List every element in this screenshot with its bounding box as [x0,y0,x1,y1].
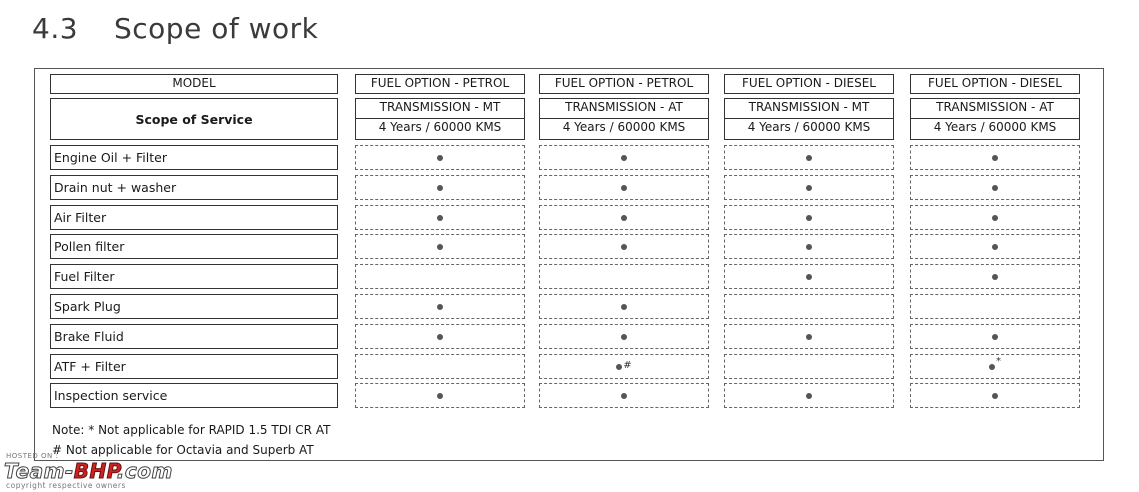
included-dot-icon [806,185,812,191]
service-cell [724,205,894,230]
warranty-header: 4 Years / 60000 KMS [724,118,894,140]
service-cell [539,354,709,379]
fuel-option-header: FUEL OPTION - PETROL [539,74,709,94]
included-dot-icon [989,364,995,370]
service-cell [355,294,525,319]
section-heading [32,12,318,45]
service-cell [539,294,709,319]
included-dot-icon [437,155,443,161]
service-cell [355,354,525,379]
watermark-brand-accent: BHP [73,459,117,483]
included-dot-icon [437,215,443,221]
transmission-header: TRANSMISSION - MT [724,98,894,119]
service-row-label: Air Filter [50,205,338,230]
service-cell [724,294,894,319]
service-cell [724,324,894,349]
included-dot-icon [806,393,812,399]
service-cell [539,205,709,230]
service-cell [355,205,525,230]
watermark-copyright: copyright respective owners [6,481,126,490]
service-cell [910,175,1080,200]
service-cell [355,175,525,200]
included-dot-icon [806,274,812,280]
service-cell [910,383,1080,408]
service-cell [724,234,894,259]
service-row-label: Spark Plug [50,294,338,319]
service-row-label: Brake Fluid [50,324,338,349]
fuel-option-header: FUEL OPTION - PETROL [355,74,525,94]
note-line-1: Note: * Not applicable for RAPID 1.5 TDI CR AT [52,423,331,437]
service-cell [539,175,709,200]
service-cell [910,354,1080,379]
transmission-header: TRANSMISSION - MT [355,98,525,119]
included-dot-icon [992,185,998,191]
included-dot-icon [992,274,998,280]
scope-header: Scope of Service [50,98,338,140]
transmission-header: TRANSMISSION - AT [539,98,709,119]
service-row-label: Pollen filter [50,234,338,259]
service-cell [355,145,525,170]
included-dot-icon [806,155,812,161]
service-row-label: Engine Oil + Filter [50,145,338,170]
included-dot-icon [806,334,812,340]
service-cell [724,383,894,408]
included-dot-icon [621,155,627,161]
service-cell [355,324,525,349]
service-cell [724,175,894,200]
service-row-label: ATF + Filter [50,354,338,379]
included-dot-icon [621,185,627,191]
service-cell [539,383,709,408]
watermark-brand-suffix: .com [116,459,173,483]
watermark-logo [4,452,194,492]
service-cell [355,383,525,408]
included-dot-icon [992,244,998,250]
model-header: MODEL [50,74,338,94]
included-dot-icon [437,304,443,310]
included-dot-icon [616,364,622,370]
service-cell [910,205,1080,230]
service-cell [724,354,894,379]
included-dot-icon [992,215,998,221]
included-dot-icon [806,215,812,221]
service-cell [910,324,1080,349]
footnote-marker: # [623,360,632,371]
footnote-marker: * [996,356,1001,367]
included-dot-icon [992,155,998,161]
included-dot-icon [621,393,627,399]
included-dot-icon [437,334,443,340]
watermark-hosted-text: HOSTED ON : [6,452,59,460]
service-cell [910,234,1080,259]
section-number: 4.3 [32,12,79,45]
service-cell [539,264,709,289]
watermark-brand [4,459,173,483]
included-dot-icon [806,244,812,250]
included-dot-icon [621,334,627,340]
service-cell [910,264,1080,289]
service-row-label: Drain nut + washer [50,175,338,200]
included-dot-icon [621,215,627,221]
section-title: Scope of work [114,12,319,45]
service-cell [724,264,894,289]
fuel-option-header: FUEL OPTION - DIESEL [910,74,1080,94]
fuel-option-header: FUEL OPTION - DIESEL [724,74,894,94]
included-dot-icon [992,334,998,340]
included-dot-icon [437,393,443,399]
service-cell [724,145,894,170]
watermark-brand-prefix: Team- [4,459,74,483]
service-row-label: Inspection service [50,383,338,408]
service-cell [910,145,1080,170]
service-cell [355,234,525,259]
warranty-header: 4 Years / 60000 KMS [910,118,1080,140]
warranty-header: 4 Years / 60000 KMS [539,118,709,140]
included-dot-icon [437,185,443,191]
service-cell [539,145,709,170]
service-cell [539,324,709,349]
service-row-label: Fuel Filter [50,264,338,289]
service-cell [355,264,525,289]
transmission-header: TRANSMISSION - AT [910,98,1080,119]
included-dot-icon [992,393,998,399]
included-dot-icon [621,244,627,250]
note-line-2: # Not applicable for Octavia and Superb AT [52,443,314,457]
warranty-header: 4 Years / 60000 KMS [355,118,525,140]
service-cell [910,294,1080,319]
service-cell [539,234,709,259]
included-dot-icon [621,304,627,310]
included-dot-icon [437,244,443,250]
